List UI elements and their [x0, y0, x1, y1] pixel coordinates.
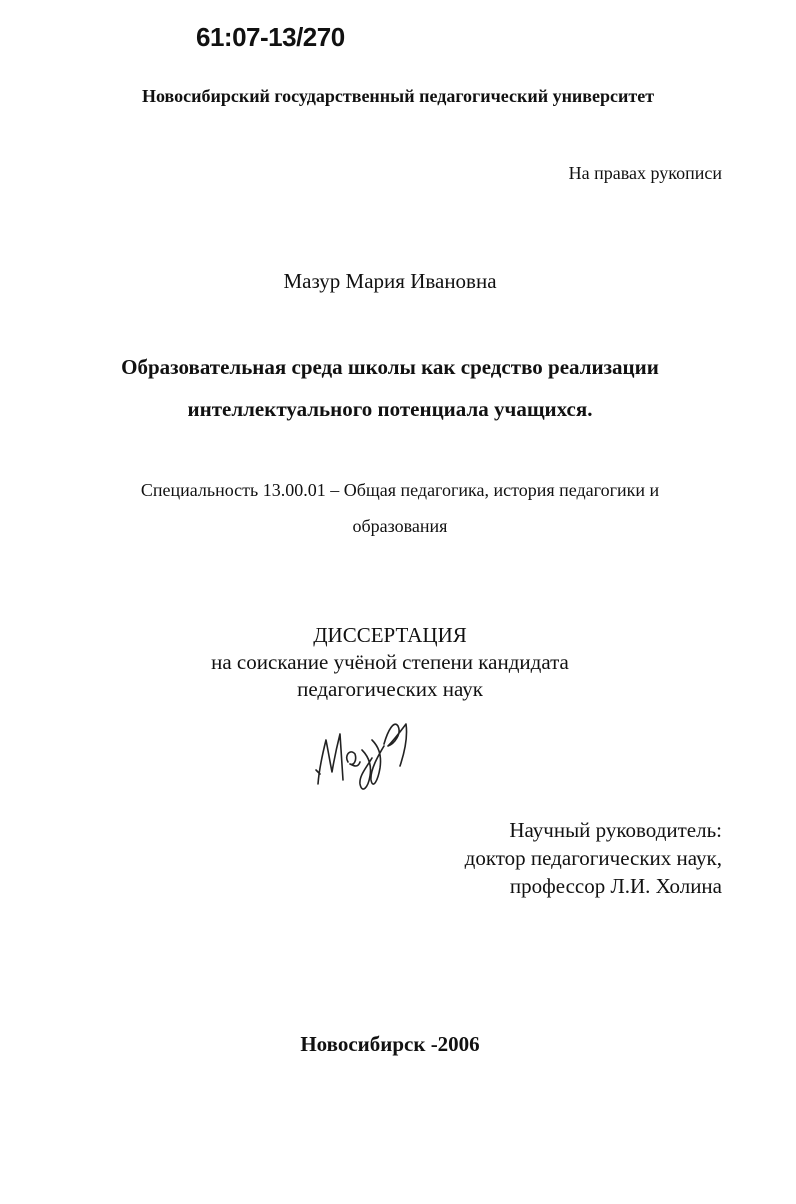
dissertation-statement — [0, 622, 780, 703]
thesis-title — [0, 346, 780, 430]
manuscript-rights-note: На правах рукописи — [568, 163, 722, 183]
catalog-stamp-code: 61:07-13/270 — [196, 22, 345, 52]
specialty-line: Специальность 13.00.01 – Общая педагогика, история педагогики и — [140, 480, 660, 500]
supervisor-label: Научный руководитель: — [509, 818, 722, 842]
supervisor-name: профессор Л.И. Холина — [509, 874, 722, 898]
dissertation-heading: ДИССЕРТАЦИЯ — [313, 623, 467, 647]
dissertation-field-line: педагогических наук — [297, 677, 483, 701]
supervisor-degree: доктор педагогических наук, — [464, 846, 722, 870]
specialty-line: образования — [352, 516, 448, 536]
university-name: Новосибирский государственный педагогический университет — [141, 86, 655, 106]
thesis-title-line: интеллектуального потенциала учащихся. — [187, 397, 593, 421]
city-year-footer: Новосибирск -2006 — [300, 1032, 480, 1056]
specialty — [0, 472, 796, 544]
author-name: Мазур Мария Ивановна — [283, 269, 497, 293]
supervisor-block — [465, 816, 722, 900]
author-signature — [310, 710, 420, 800]
thesis-title-line: Образовательная среда школы как средство реализации — [121, 355, 659, 379]
dissertation-degree-line: на соискание учёной степени кандидата — [211, 650, 569, 674]
